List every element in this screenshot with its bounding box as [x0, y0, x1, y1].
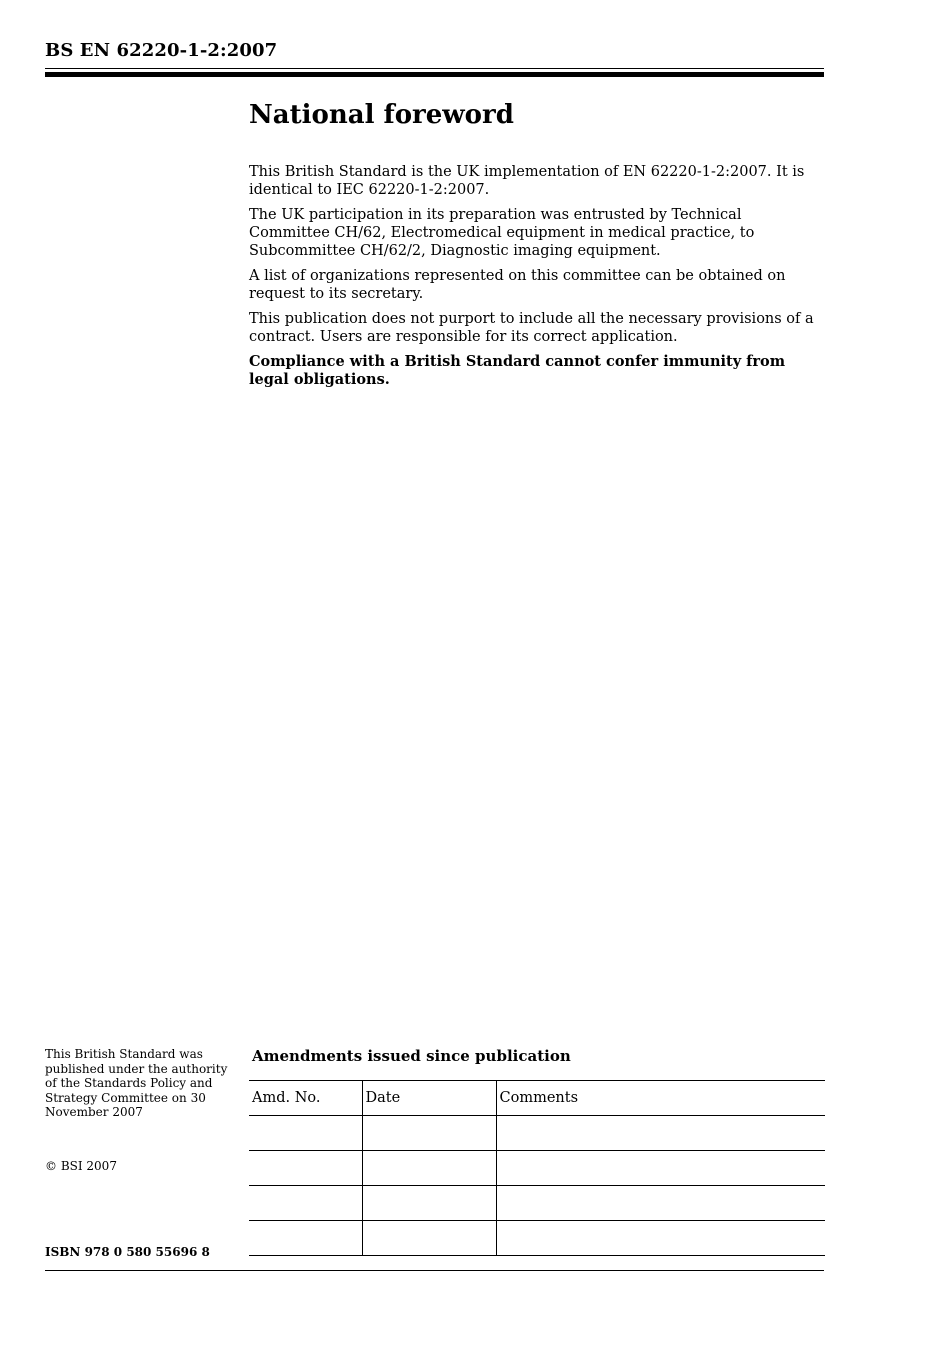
table-cell [496, 1116, 825, 1151]
table-cell [496, 1186, 825, 1221]
compliance-notice: Compliance with a British Standard cannot confer immunity from legal obligations. [249, 353, 786, 388]
table-cell [249, 1186, 362, 1221]
page-title: National foreword [249, 100, 514, 130]
publication-note: This British Standard was published under the authority of the Standards Policy and Strategy Committee on 30 November 2007 [45, 1047, 228, 1119]
column-header-date: Date [362, 1081, 496, 1116]
table-cell [249, 1151, 362, 1186]
table-cell [496, 1151, 825, 1186]
paragraph-participation: The UK participation in its preparation was entrusted by Technical Committee CH/62, Electromedical equipment in medical practice, to Subcommittee CH/62/2, Diagnostic imaging equipment. [249, 207, 755, 259]
table-header-row [249, 1081, 825, 1116]
table-cell [249, 1221, 362, 1256]
table-row [249, 1151, 825, 1186]
table-cell [249, 1116, 362, 1151]
table-cell [362, 1221, 496, 1256]
header-rule-thick [45, 72, 824, 77]
isbn: ISBN 978 0 580 55696 8 [45, 1245, 210, 1259]
document-id: BS EN 62220-1-2:2007 [45, 40, 278, 61]
column-header-amd-no: Amd. No. [249, 1081, 362, 1116]
amendments-table [249, 1080, 825, 1256]
paragraph-organizations: A list of organizations represented on this committee can be obtained on request to its secretary. [249, 268, 786, 302]
table-row [249, 1116, 825, 1151]
amendments-title: Amendments issued since publication [252, 1047, 571, 1065]
table-cell [362, 1116, 496, 1151]
paragraph-implementation: This British Standard is the UK implementation of EN 62220-1-2:2007. It is identical to IEC 62220-1-2:2007. [249, 164, 805, 198]
table-row [249, 1186, 825, 1221]
table-cell [496, 1221, 825, 1256]
foreword-body [249, 163, 824, 396]
copyright-notice: © BSI 2007 [45, 1159, 117, 1173]
header-rule-thin [45, 68, 824, 69]
column-header-comments: Comments [496, 1081, 825, 1116]
footer-rule [45, 1270, 824, 1271]
paragraph-provisions: This publication does not purport to include all the necessary provisions of a contract. Users are responsible for its correct application. [249, 311, 814, 345]
table-cell [362, 1151, 496, 1186]
table-row [249, 1221, 825, 1256]
table-cell [362, 1186, 496, 1221]
